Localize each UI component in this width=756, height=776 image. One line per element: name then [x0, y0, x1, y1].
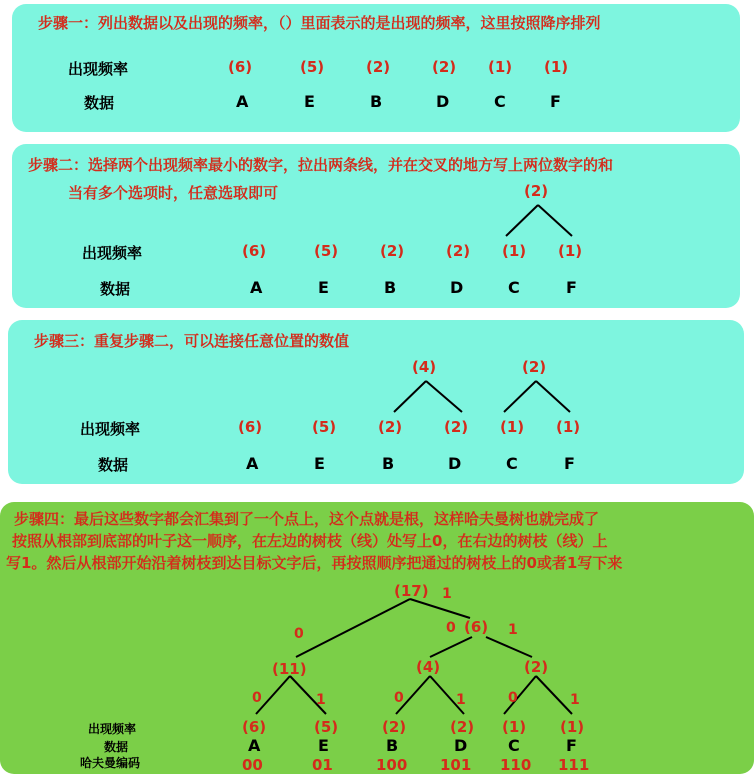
step4-letter-c: C — [508, 736, 520, 755]
step4-line-root-11 — [296, 599, 410, 657]
step2-freq-d: (2) — [446, 242, 471, 260]
step4-freq-b: (2) — [382, 718, 407, 736]
step4-data-label: 数据 — [104, 740, 129, 754]
step4-node-root: (17) — [394, 582, 429, 600]
step4-code-d: 101 — [440, 756, 472, 774]
step4-letter-f: F — [566, 736, 577, 755]
step2-freq-f: (1) — [558, 242, 583, 260]
step2-letter-d: D — [450, 278, 464, 297]
step3-sum-bd: (4) — [412, 358, 437, 376]
step2-line-f — [538, 205, 572, 236]
step4-code-c: 110 — [500, 756, 532, 774]
step4-bit-6-right: 1 — [508, 622, 518, 638]
step3-line-c — [504, 381, 536, 412]
step2-title-line2: 当有多个选项时，任意选取即可 — [68, 184, 279, 202]
step4-code-a: 00 — [242, 756, 263, 774]
step4-letter-d: D — [454, 736, 468, 755]
step4-bit-4-right: 1 — [456, 692, 466, 708]
step2-letter-e: E — [318, 278, 329, 297]
step4-node-11: (11) — [272, 660, 307, 678]
step4-title-line3: 写1。然后从根部开始沿着树枝到达目标文字后，再按照顺序把通过的树枝上的0或者1写下来 — [6, 554, 623, 572]
step3-freq-b: (2) — [378, 418, 403, 436]
step1-freq-label: 出现频率 — [68, 60, 129, 78]
step4-bit-2-left: 0 — [508, 690, 518, 706]
step2-freq-e: (5) — [314, 242, 339, 260]
step3-line-d — [426, 381, 462, 412]
step3-letter-a: A — [246, 454, 259, 473]
step2-letter-c: C — [508, 278, 520, 297]
step1-letter-a: A — [236, 92, 249, 111]
step2-letter-f: F — [566, 278, 577, 297]
step3-letter-d: D — [448, 454, 462, 473]
step3-line-b — [394, 381, 426, 412]
step4-node-2: (2) — [524, 658, 549, 676]
step4-line-root-6 — [410, 599, 470, 618]
step1-freq-e: (5) — [300, 58, 325, 76]
step1-data-label: 数据 — [84, 94, 115, 112]
step4-line-6-2 — [486, 637, 532, 657]
step3-letter-f: F — [564, 454, 575, 473]
step1-freq-d: (2) — [432, 58, 457, 76]
step3-freq-c: (1) — [500, 418, 525, 436]
step1-title: 步骤一：列出数据以及出现的频率，（）里面表示的是出现的频率，这里按照降序排列 — [38, 14, 601, 32]
step4-bit-11-left: 0 — [252, 690, 262, 706]
step1-freq-b: (2) — [366, 58, 391, 76]
step1-letter-d: D — [436, 92, 450, 111]
step3-line-f — [536, 381, 570, 412]
step1-letter-e: E — [304, 92, 315, 111]
step2-line-c — [506, 205, 538, 236]
step4-freq-d: (2) — [450, 718, 475, 736]
step4-title-line2: 按照从根部到底部的叶子这一顺序，在左边的树枝（线）处写上0，在右边的树枝（线）上 — [12, 532, 608, 550]
step3-freq-a: (6) — [238, 418, 263, 436]
step4-code-label: 哈夫曼编码 — [80, 756, 141, 770]
step1-freq-a: (6) — [228, 58, 253, 76]
step3-freq-e: (5) — [312, 418, 337, 436]
step2-freq-a: (6) — [242, 242, 267, 260]
step4-letter-e: E — [318, 736, 329, 755]
step4-line-6-4 — [430, 637, 472, 657]
step1-freq-f: (1) — [544, 58, 569, 76]
step2-freq-label: 出现频率 — [82, 244, 143, 262]
step4-code-e: 01 — [312, 756, 333, 774]
step4-node-6: (6) — [464, 618, 489, 636]
step2-letter-a: A — [250, 278, 263, 297]
step3-sum-cf: (2) — [522, 358, 547, 376]
step4-freq-label: 出现频率 — [88, 722, 137, 736]
step3-letter-c: C — [506, 454, 518, 473]
step2-title-line1: 步骤二：选择两个出现频率最小的数字，拉出两条线，并在交叉的地方写上两位数字的和 — [28, 156, 614, 174]
step2-freq-c: (1) — [502, 242, 527, 260]
step4-line-2-f — [536, 676, 572, 714]
step4-bit-2-right: 1 — [570, 692, 580, 708]
step1-freq-c: (1) — [488, 58, 513, 76]
step4-letter-a: A — [248, 736, 261, 755]
step4-title-line1: 步骤四：最后这些数字都会汇集到了一个点上，这个点就是根，这样哈夫曼树也就完成了 — [14, 510, 600, 528]
step3-letter-e: E — [314, 454, 325, 473]
step4-bit-root-right: 1 — [442, 586, 452, 602]
step1-letter-b: B — [370, 92, 383, 111]
step1-letter-f: F — [550, 92, 561, 111]
step2-letter-b: B — [384, 278, 397, 297]
step2-freq-b: (2) — [380, 242, 405, 260]
step4-freq-f: (1) — [560, 718, 585, 736]
step3-freq-d: (2) — [444, 418, 469, 436]
step4-bit-6-left: 0 — [446, 620, 456, 636]
step2-data-label: 数据 — [100, 280, 131, 298]
step4-bit-4-left: 0 — [394, 690, 404, 706]
step4-bit-root-left: 0 — [294, 626, 304, 642]
step3-freq-label: 出现频率 — [80, 420, 141, 438]
step4-freq-a: (6) — [242, 718, 267, 736]
step4-freq-e: (5) — [314, 718, 339, 736]
step2-sum-cf: (2) — [524, 182, 549, 200]
step1-letter-c: C — [494, 92, 506, 111]
step3-data-label: 数据 — [98, 456, 129, 474]
step4-freq-c: (1) — [502, 718, 527, 736]
step4-code-b: 100 — [376, 756, 408, 774]
step4-letter-b: B — [386, 736, 399, 755]
step4-node-4: (4) — [416, 658, 441, 676]
step3-freq-f: (1) — [556, 418, 581, 436]
step4-code-f: 111 — [558, 756, 590, 774]
step4-bit-11-right: 1 — [316, 692, 326, 708]
step3-title: 步骤三：重复步骤二，可以连接任意位置的数值 — [34, 332, 350, 350]
step3-letter-b: B — [382, 454, 395, 473]
